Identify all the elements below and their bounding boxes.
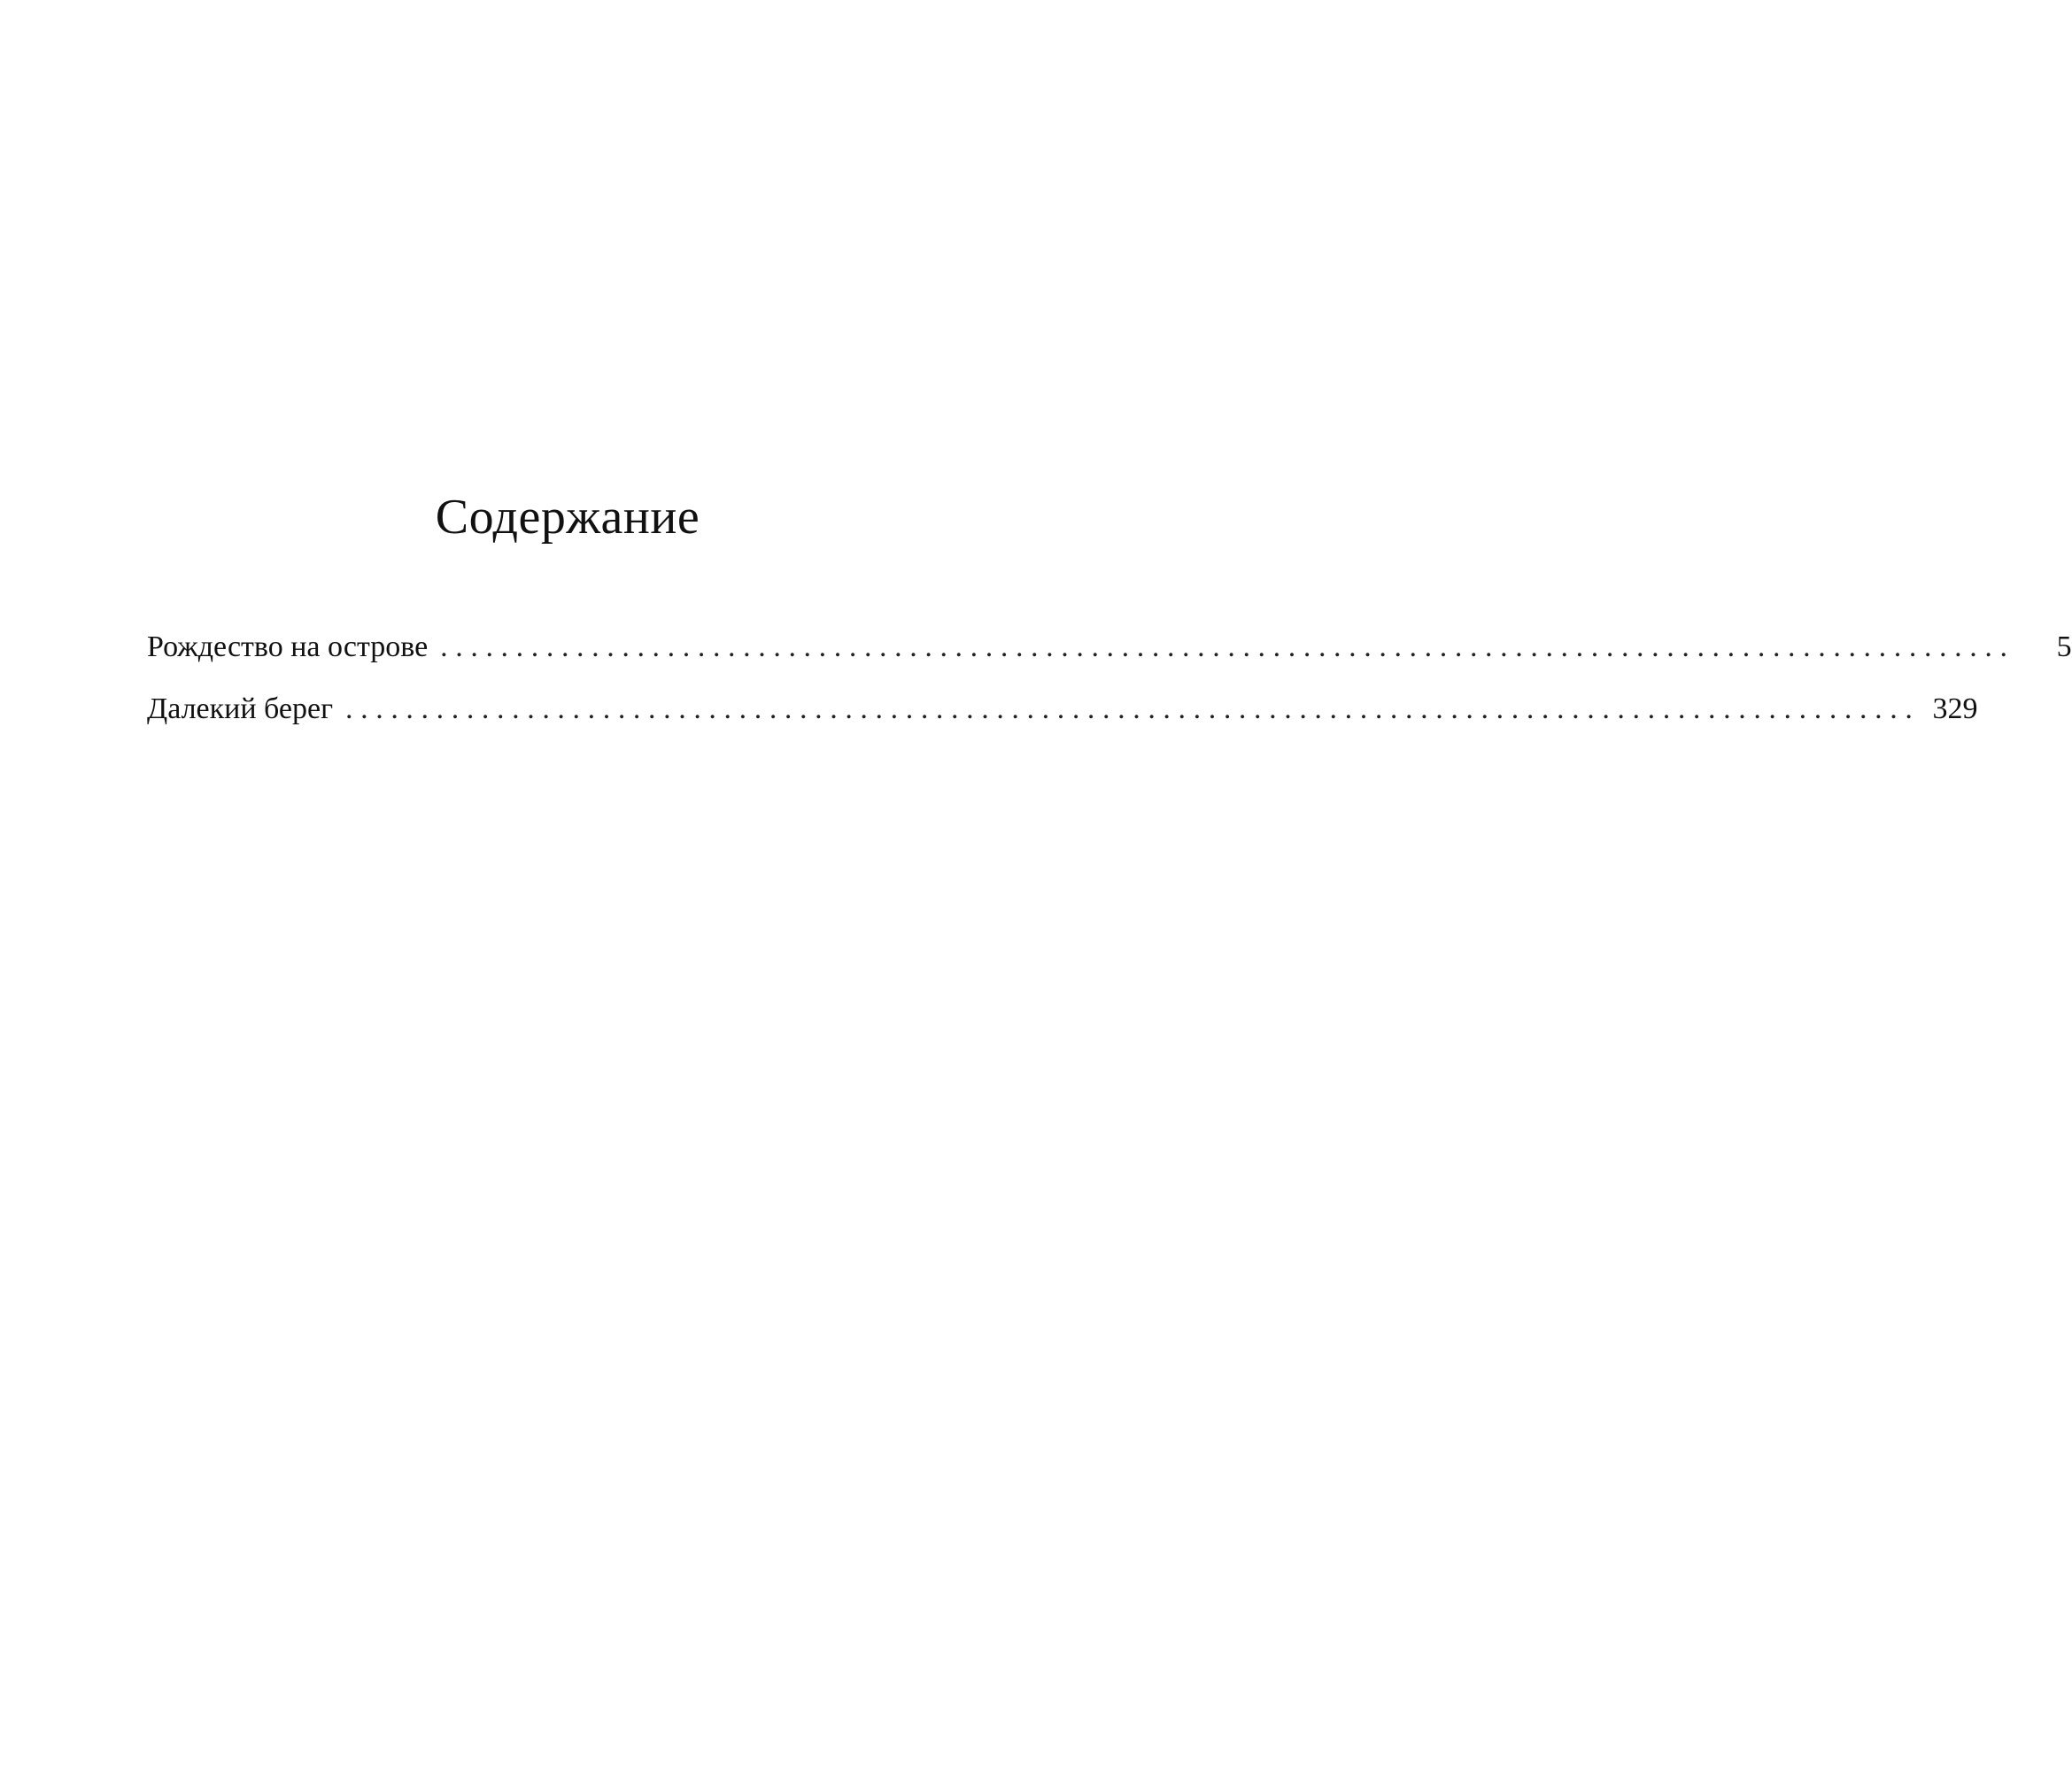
toc-entry-label: Рождество на острове	[147, 630, 429, 663]
toc-entry-label: Далекий берег	[147, 692, 334, 725]
toc-entry-leader: ........................................................................................................	[440, 630, 2015, 663]
toc-entry-page: 329	[1932, 692, 1978, 725]
toc-entry-page: 5	[2056, 630, 2072, 663]
toc-entry	[147, 630, 2072, 692]
toc-entry	[147, 692, 1978, 754]
toc-entry-leader: ........................................................................................................	[345, 692, 1921, 725]
toc-title: Содержание	[435, 490, 700, 545]
toc-list	[147, 630, 2072, 754]
